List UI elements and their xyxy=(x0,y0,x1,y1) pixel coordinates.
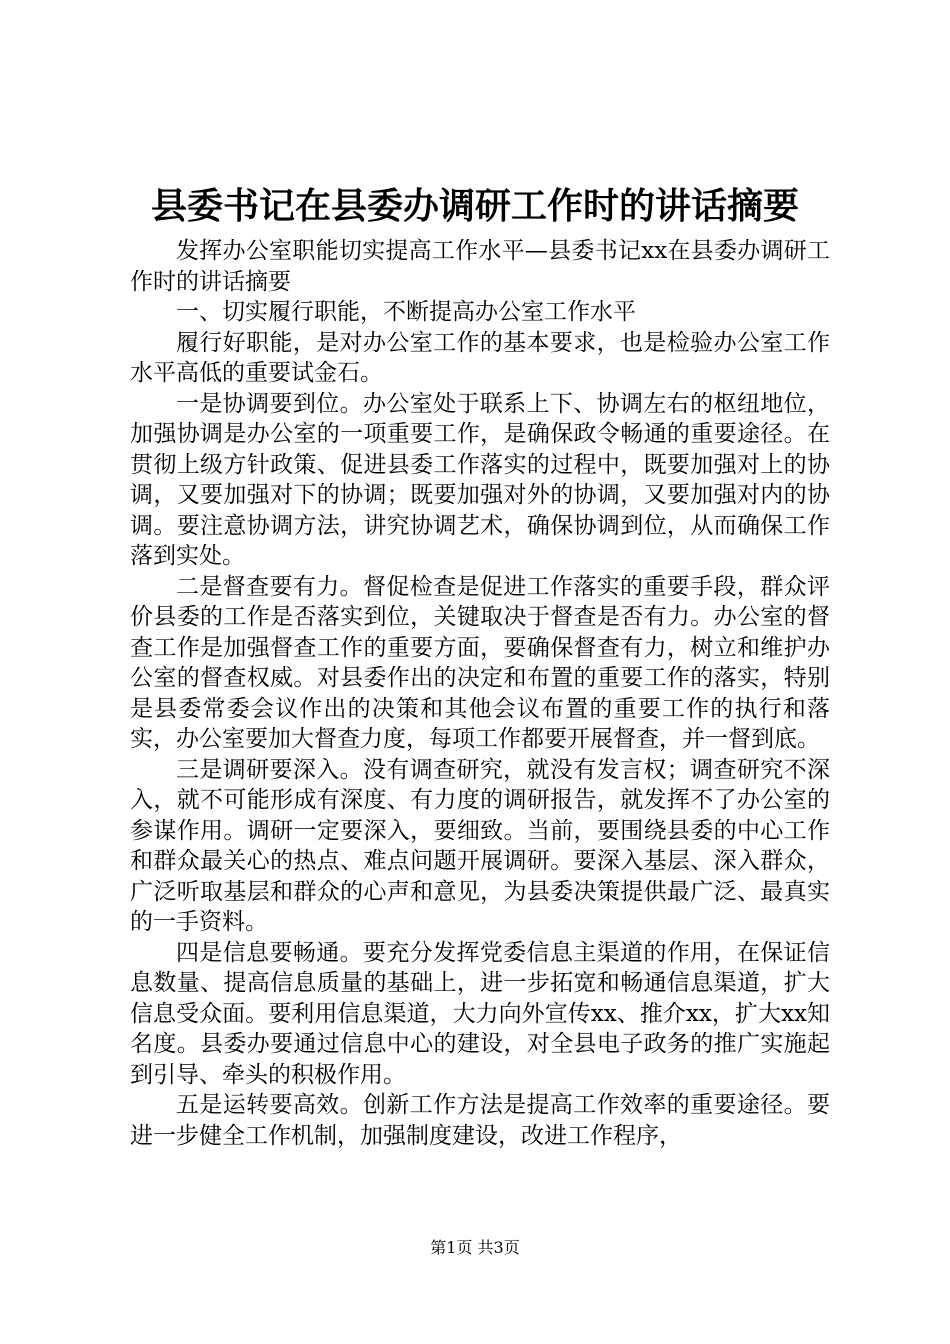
paragraph-section-heading: 一、切实履行职能，不断提高办公室工作水平 xyxy=(176,299,636,325)
paragraph-coordination: 一是协调要到位。办公室处于联系上下、协调左右的枢纽地位，加强协调是办公室的一项重要工作，是确保政令畅通的重要途径。在贯彻上级方针政策、促进县委工作落实的过程中，既要加强对上的协调，又要加强对下的协调；既要加强对外的协调，又要加强对内的协调。要注意协调方法，讲究协调艺术，确保协调到位，从而确保工作落到实处。 xyxy=(130,390,830,569)
paragraph-efficiency: 五是运转要高效。创新工作方法是提高工作效率的重要途径。要进一步健全工作机制，加强制度建设，改进工作程序， xyxy=(130,1092,830,1149)
document-body xyxy=(130,236,830,1151)
paragraph-intro: 履行好职能，是对办公室工作的基本要求，也是检验办公室工作水平高低的重要试金石。 xyxy=(130,329,830,386)
page-number-footer: 第1页 共3页 xyxy=(430,1238,520,1257)
paragraph-information: 四是信息要畅通。要充分发挥党委信息主渠道的作用，在保证信息数量、提高信息质量的基础上，进一步拓宽和畅通信息渠道，扩大信息受众面。要利用信息渠道，大力向外宣传xx、推介xx，扩大xx知名度。县委办要通过信息中心的建设，对全县电子政务的推广实施起到引导、牵头的积极作用。 xyxy=(130,939,830,1088)
paragraph-supervision: 二是督查要有力。督促检查是促进工作落实的重要手段，群众评价县委的工作是否落实到位，关键取决于督查是否有力。办公室的督查工作是加强督查工作的重要方面，要确保督查有力，树立和维护办公室的督查权威。对县委作出的决定和布置的重要工作的落实，特别是县委常委会议作出的决策和其他会议布置的重要工作的执行和落实，办公室要加大督查力度，每项工作都要开展督查，并一督到底。 xyxy=(130,573,830,752)
paragraph-subtitle: 发挥办公室职能切实提高工作水平—县委书记xx在县委办调研工作时的讲话摘要 xyxy=(130,238,830,295)
document-title: 县委书记在县委办调研工作时的讲话摘要 xyxy=(150,185,799,227)
paragraph-research: 三是调研要深入。没有调查研究，就没有发言权；调查研究不深入，就不可能形成有深度、有力度的调研报告，就发挥不了办公室的参谋作用。调研一定要深入，要细致。当前，要围绕县委的中心工作和群众最关心的热点、难点问题开展调研。要深入基层、深入群众，广泛听取基层和群众的心声和意见，为县委决策提供最广泛、最真实的一手资料。 xyxy=(130,756,830,935)
